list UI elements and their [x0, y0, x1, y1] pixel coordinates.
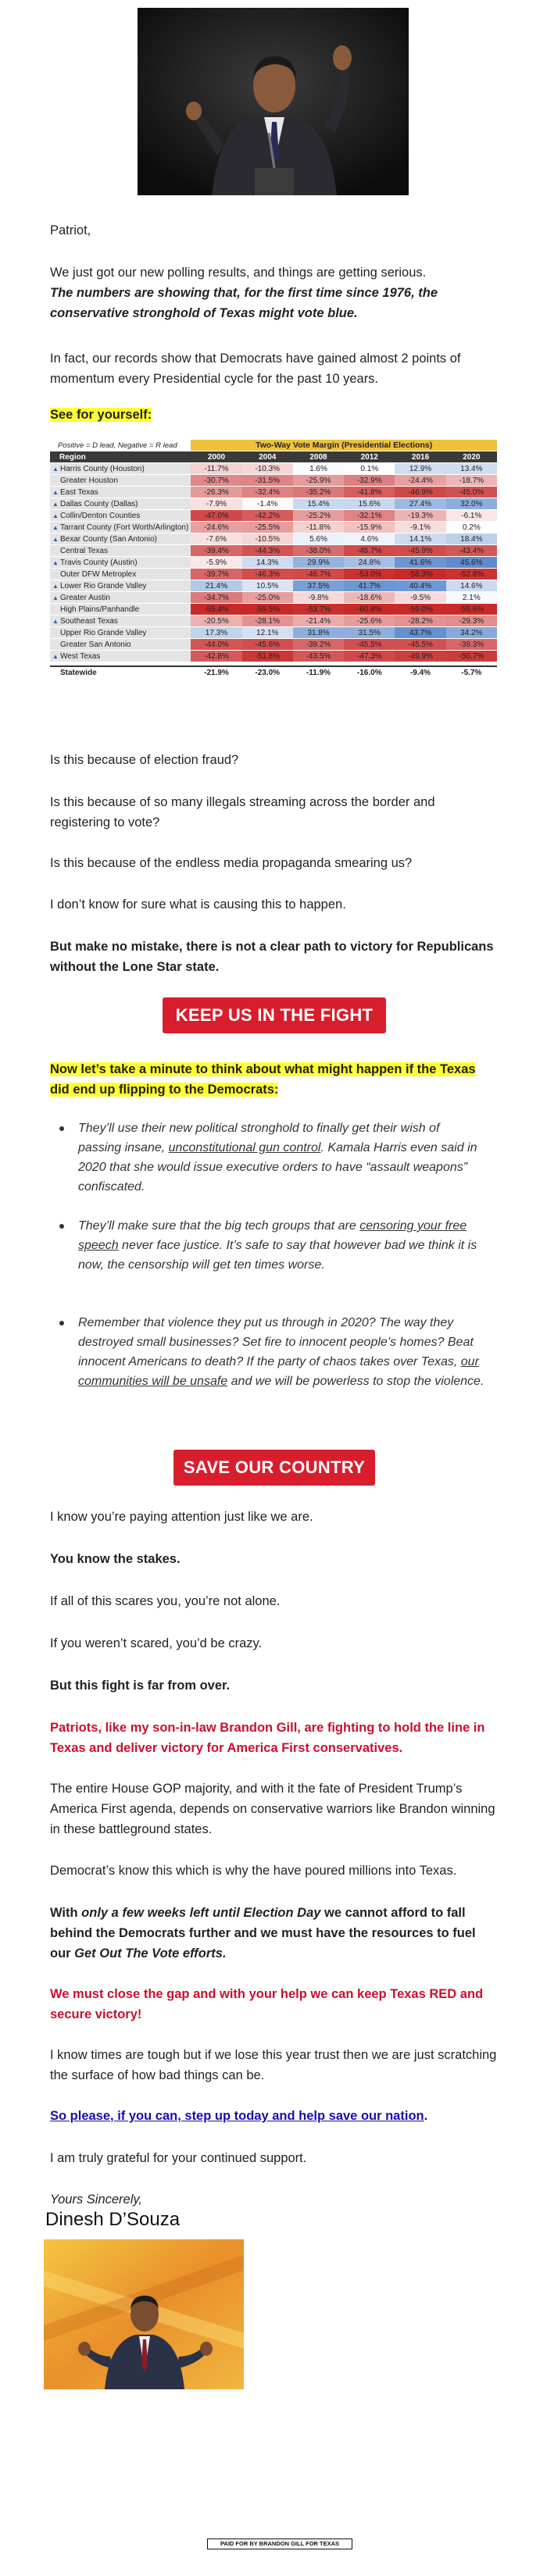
- bullet-gun-text: They’ll use their new political stronghold to finally get their wish of passing insane,: [78, 1122, 440, 1154]
- closing-stakes: You know the stakes.: [50, 1552, 181, 1566]
- region-cell: [50, 651, 191, 662]
- margin-cell: -59.0%: [395, 604, 445, 615]
- intro-emphasis: The numbers are showing that, for the first time since 1976, the conservative stronghold of Texas might vote blue.: [50, 286, 438, 320]
- column-header: 2020: [446, 451, 497, 463]
- margin-cell: -47.0%: [191, 510, 241, 522]
- margin-cell: -60.8%: [344, 604, 395, 615]
- region-label: Greater Houston: [60, 476, 118, 485]
- region-label: Outer DFW Metroplex: [60, 569, 137, 579]
- bullet-violence: [78, 1313, 484, 1391]
- margin-cell: 17.3%: [191, 627, 241, 639]
- column-header: 2004: [242, 451, 293, 463]
- region-label: Greater Austin: [60, 593, 110, 602]
- margin-cell: -46.7%: [293, 569, 344, 580]
- intro-paragraph: [50, 262, 497, 323]
- margin-cell: 37.5%: [293, 580, 344, 592]
- margin-cell: -9.5%: [395, 592, 445, 604]
- bullet-violence-text: Remember that violence they put us through in 2020? The way they destroyed small businesses? Set fire to innocent people’s homes? Beat innocent Americans to death? If the party of chaos takes over Texas,: [78, 1316, 474, 1368]
- paid-for-disclaimer: PAID FOR BY BRANDON GILL FOR TEXAS: [207, 2539, 352, 2549]
- legend-note: Positive = D lead, Negative = R lead: [50, 440, 191, 451]
- momentum-paragraph: In fact, our records show that Democrats have gained almost 2 points of momentum every Presidential cycle for the past 10 years.: [50, 351, 461, 386]
- region-cell: [50, 627, 191, 639]
- table-title: Two-Way Vote Margin (Presidential Elections): [191, 440, 497, 451]
- margin-cell: -5.7%: [446, 666, 497, 679]
- margin-cell: -38.0%: [293, 545, 344, 557]
- margin-cell: -25.2%: [293, 510, 344, 522]
- margin-cell: -20.5%: [191, 615, 241, 627]
- closing-attention: I know you’re paying attention just like we are.: [50, 1510, 313, 1524]
- margin-cell: 10.5%: [242, 580, 293, 592]
- margin-cell: 14.1%: [395, 533, 445, 545]
- margin-cell: -42.2%: [242, 510, 293, 522]
- region-label: East Texas: [60, 487, 98, 497]
- region-cell: [50, 666, 191, 679]
- column-header: 2016: [395, 451, 445, 463]
- polling-table: [50, 440, 497, 679]
- column-header: 2000: [191, 451, 241, 463]
- margin-cell: 41.7%: [344, 580, 395, 592]
- margin-cell: -6.1%: [446, 510, 497, 522]
- region-label: Statewide: [60, 668, 97, 677]
- margin-cell: -24.6%: [191, 522, 241, 533]
- closing-gop: The entire House GOP majority, and with it the fate of President Trump’s America First agenda, depends on conservative warriors like Brandon winning in these battleground states.: [50, 1782, 495, 1836]
- margin-cell: -59.5%: [242, 604, 293, 615]
- bullet-violence-text-end: and we will be powerless to stop the violence.: [227, 1375, 484, 1388]
- margin-cell: -47.3%: [344, 651, 395, 662]
- margin-cell: -49.9%: [395, 651, 445, 662]
- margin-cell: -45.5%: [344, 639, 395, 651]
- margin-cell: -15.9%: [344, 522, 395, 533]
- margin-cell: -26.3%: [191, 487, 241, 498]
- speaker-illustration: [138, 8, 409, 195]
- margin-cell: 31.5%: [344, 627, 395, 639]
- margin-cell: -21.4%: [293, 615, 344, 627]
- margin-cell: -50.7%: [446, 651, 497, 662]
- bullet-gun-control: [78, 1119, 484, 1197]
- margin-cell: 15.4%: [293, 498, 344, 510]
- closing-keep-red: We must close the gap and with your help we can keep Texas RED and secure victory!: [50, 1987, 484, 2021]
- margin-cell: -46.9%: [395, 487, 445, 498]
- margin-cell: 13.4%: [446, 463, 497, 475]
- margin-cell: -43.4%: [446, 545, 497, 557]
- region-cell: [50, 615, 191, 627]
- unsure-statement: I don’t know for sure what is causing this to happen.: [50, 897, 346, 912]
- region-cell: [50, 592, 191, 604]
- margin-cell: 15.6%: [344, 498, 395, 510]
- margin-cell: -39.2%: [293, 639, 344, 651]
- censorship-link[interactable]: censoring your free speech: [78, 1219, 467, 1252]
- margin-cell: 14.3%: [242, 557, 293, 569]
- table-row: [50, 580, 497, 592]
- margin-cell: -29.3%: [446, 615, 497, 627]
- margin-cell: -55.4%: [191, 604, 241, 615]
- margin-cell: -58.3%: [395, 569, 445, 580]
- trend-arrow-icon: ▲: [52, 594, 59, 601]
- keep-us-in-fight-button[interactable]: KEEP US IN THE FIGHT: [163, 997, 386, 1033]
- donate-period: .: [424, 2109, 428, 2123]
- margin-cell: -5.9%: [191, 557, 241, 569]
- margin-cell: -44.0%: [191, 639, 241, 651]
- bullet-gun-text-end: . Kamala Harris even said in 2020 that she would issue executive orders to have “assault weapons” confiscated.: [78, 1141, 477, 1193]
- donate-link[interactable]: So please, if you can, step up today and help save our nation: [50, 2109, 424, 2123]
- no-path-statement: But make no mistake, there is not a clear path to victory for Republicans without the Lone Star state.: [50, 940, 494, 974]
- region-label: Bexar County (San Antonio): [60, 534, 157, 544]
- margin-cell: -18.7%: [446, 475, 497, 487]
- table-row: [50, 666, 497, 679]
- margin-cell: -28.1%: [242, 615, 293, 627]
- trend-arrow-icon: ▲: [52, 535, 59, 543]
- margin-cell: -41.8%: [344, 487, 395, 498]
- margin-cell: -39.3%: [446, 639, 497, 651]
- table-row: [50, 592, 497, 604]
- margin-cell: 43.7%: [395, 627, 445, 639]
- margin-cell: 32.0%: [446, 498, 497, 510]
- region-cell: [50, 463, 191, 475]
- column-header: Region: [50, 451, 191, 463]
- table-row: [50, 615, 497, 627]
- greeting: Patriot,: [50, 223, 91, 237]
- margin-cell: 24.8%: [344, 557, 395, 569]
- margin-cell: -18.6%: [344, 592, 395, 604]
- region-label: Collin/Denton Counties: [60, 511, 141, 520]
- trend-arrow-icon: ▲: [52, 617, 59, 625]
- closing-millions: Democrat’s know this which is why the have poured millions into Texas.: [50, 1864, 457, 1878]
- region-label: High Plains/Panhandle: [60, 605, 140, 614]
- margin-cell: -55.6%: [446, 604, 497, 615]
- bullet-censorship: [78, 1216, 484, 1275]
- closing-times-tough: I know times are tough but if we lose this year trust then we are just scratching the surface of how bad things can be.: [50, 2048, 497, 2082]
- table-row: [50, 533, 497, 545]
- margin-cell: -19.3%: [395, 510, 445, 522]
- margin-cell: 34.2%: [446, 627, 497, 639]
- table-row: [50, 522, 497, 533]
- margin-cell: -44.3%: [242, 545, 293, 557]
- region-cell: [50, 604, 191, 615]
- margin-cell: -7.9%: [191, 498, 241, 510]
- gotv-italic: Get Out The Vote efforts.: [74, 1946, 227, 1961]
- margin-cell: -24.4%: [395, 475, 445, 487]
- margin-cell: -11.9%: [293, 666, 344, 679]
- region-cell: [50, 639, 191, 651]
- margin-cell: 18.4%: [446, 533, 497, 545]
- closing-crazy: If you weren’t scared, you’d be crazy.: [50, 1636, 263, 1650]
- region-label: Upper Rio Grande Valley: [60, 628, 147, 637]
- margin-cell: -25.5%: [242, 522, 293, 533]
- closing-weeks: [50, 1903, 497, 1964]
- margin-cell: -32.9%: [344, 475, 395, 487]
- margin-cell: -10.5%: [242, 533, 293, 545]
- region-cell: [50, 498, 191, 510]
- table-row: [50, 487, 497, 498]
- table-row: [50, 475, 497, 487]
- question-illegals: Is this because of so many illegals streaming across the border and registering to vote?: [50, 795, 435, 830]
- trend-arrow-icon: ▲: [52, 582, 59, 590]
- margin-cell: -23.0%: [242, 666, 293, 679]
- hero-photo: [138, 8, 409, 195]
- margin-cell: -11.8%: [293, 522, 344, 533]
- margin-cell: 12.9%: [395, 463, 445, 475]
- margin-cell: -35.2%: [293, 487, 344, 498]
- gun-control-link[interactable]: unconstitutional gun control: [168, 1141, 321, 1154]
- question-media: Is this because of the endless media propaganda smearing us?: [50, 856, 413, 870]
- weeks-italic: only a few weeks left until Election Day: [81, 1906, 321, 1920]
- margin-cell: -45.0%: [446, 487, 497, 498]
- author-photo: [44, 2239, 244, 2389]
- trend-arrow-icon: ▲: [52, 558, 59, 566]
- margin-cell: -52.8%: [446, 569, 497, 580]
- weeks-text-b: we cannot afford to fall behind the Democrats further and we must have the resources to fuel our: [50, 1906, 476, 1961]
- margin-cell: 4.6%: [344, 533, 395, 545]
- region-cell: [50, 569, 191, 580]
- margin-cell: -1.4%: [242, 498, 293, 510]
- margin-cell: 12.1%: [242, 627, 293, 639]
- region-cell: [50, 510, 191, 522]
- margin-cell: -53.7%: [293, 604, 344, 615]
- margin-cell: -45.9%: [395, 545, 445, 557]
- table-row: [50, 639, 497, 651]
- margin-cell: -32.4%: [242, 487, 293, 498]
- table-row: [50, 545, 497, 557]
- column-header: 2012: [344, 451, 395, 463]
- margin-cell: -39.4%: [191, 545, 241, 557]
- margin-cell: 45.6%: [446, 557, 497, 569]
- margin-cell: 0.2%: [446, 522, 497, 533]
- table-row: [50, 557, 497, 569]
- table-row: [50, 627, 497, 639]
- region-label: Travis County (Austin): [60, 558, 138, 567]
- region-cell: [50, 487, 191, 498]
- region-cell: [50, 522, 191, 533]
- margin-cell: -46.7%: [344, 545, 395, 557]
- trend-arrow-icon: ▲: [52, 488, 59, 496]
- trend-arrow-icon: ▲: [52, 652, 59, 660]
- trend-arrow-icon: ▲: [52, 512, 59, 519]
- column-header: 2008: [293, 451, 344, 463]
- closing-grateful: I am truly grateful for your continued support.: [50, 2151, 307, 2165]
- trend-arrow-icon: ▲: [52, 465, 59, 473]
- margin-cell: -9.1%: [395, 522, 445, 533]
- weeks-text-a: With: [50, 1906, 82, 1920]
- table-row: [50, 498, 497, 510]
- margin-cell: 1.6%: [293, 463, 344, 475]
- table-row: [50, 651, 497, 662]
- margin-cell: -25.9%: [293, 475, 344, 487]
- table-row: [50, 510, 497, 522]
- region-label: Harris County (Houston): [60, 464, 145, 473]
- region-cell: [50, 580, 191, 592]
- closing-scared: If all of this scares you, you’re not alone.: [50, 1594, 281, 1608]
- margin-cell: 27.4%: [395, 498, 445, 510]
- margin-cell: -34.7%: [191, 592, 241, 604]
- closing-fight: But this fight is far from over.: [50, 1679, 231, 1693]
- margin-cell: 14.6%: [446, 580, 497, 592]
- region-label: Greater San Antonio: [60, 640, 131, 649]
- margin-cell: -45.5%: [395, 639, 445, 651]
- region-label: West Texas: [60, 651, 101, 661]
- sign-off: Yours Sincerely,: [50, 2192, 142, 2207]
- margin-cell: 31.8%: [293, 627, 344, 639]
- margin-cell: -21.9%: [191, 666, 241, 679]
- see-for-yourself: See for yourself:: [50, 408, 152, 422]
- signature: Dinesh D’Souza: [45, 2209, 181, 2230]
- margin-cell: -31.5%: [242, 475, 293, 487]
- margin-cell: 41.6%: [395, 557, 445, 569]
- margin-cell: -11.7%: [191, 463, 241, 475]
- margin-cell: -53.0%: [344, 569, 395, 580]
- region-label: Dallas County (Dallas): [60, 499, 138, 508]
- margin-cell: -51.8%: [242, 651, 293, 662]
- margin-cell: 40.4%: [395, 580, 445, 592]
- margin-cell: -10.3%: [242, 463, 293, 475]
- margin-cell: 21.4%: [191, 580, 241, 592]
- margin-cell: -28.2%: [395, 615, 445, 627]
- flip-heading: Now let’s take a minute to think about what might happen if the Texas did end up flipping to the Democrats:: [50, 1062, 476, 1097]
- margin-cell: -30.7%: [191, 475, 241, 487]
- margin-cell: -43.5%: [293, 651, 344, 662]
- bullet-censor-text: They’ll make sure that the big tech groups that are: [78, 1219, 360, 1233]
- margin-cell: 2.1%: [446, 592, 497, 604]
- margin-cell: -25.0%: [242, 592, 293, 604]
- margin-cell: -7.6%: [191, 533, 241, 545]
- margin-cell: 0.1%: [344, 463, 395, 475]
- margin-cell: -42.8%: [191, 651, 241, 662]
- region-label: Central Texas: [60, 546, 108, 555]
- margin-cell: 5.6%: [293, 533, 344, 545]
- margin-cell: -45.6%: [242, 639, 293, 651]
- trend-arrow-icon: ▲: [52, 500, 59, 508]
- save-our-country-button[interactable]: SAVE OUR COUNTRY: [173, 1450, 375, 1486]
- margin-cell: -39.7%: [191, 569, 241, 580]
- margin-cell: -32.1%: [344, 510, 395, 522]
- table-row: [50, 569, 497, 580]
- margin-cell: -16.0%: [344, 666, 395, 679]
- table-row: [50, 604, 497, 615]
- bullet-censor-text-end: never face justice. It’s safe to say that however bad we think it is now, the censorship will get ten times worse.: [78, 1239, 477, 1272]
- region-cell: [50, 475, 191, 487]
- unsafe-link[interactable]: our communities will be unsafe: [78, 1355, 479, 1388]
- region-label: Lower Rio Grande Valley: [60, 581, 147, 590]
- closing-brandon: Patriots, like my son-in-law Brandon Gill, are fighting to hold the line in Texas and deliver victory for America First conservatives.: [50, 1721, 485, 1755]
- region-cell: [50, 545, 191, 557]
- trend-arrow-icon: ▲: [52, 523, 59, 531]
- region-cell: [50, 557, 191, 569]
- intro-text: We just got our new polling results, and things are getting serious.: [50, 266, 427, 280]
- table-row: [50, 463, 497, 475]
- margin-cell: 29.9%: [293, 557, 344, 569]
- region-cell: [50, 533, 191, 545]
- region-label: Southeast Texas: [60, 616, 118, 626]
- author-illustration: [44, 2239, 244, 2389]
- margin-cell: -9.8%: [293, 592, 344, 604]
- margin-cell: -9.4%: [395, 666, 445, 679]
- margin-cell: -25.6%: [344, 615, 395, 627]
- question-fraud: Is this because of election fraud?: [50, 753, 239, 767]
- region-label: Tarrant County (Fort Worth/Arlington): [60, 523, 189, 532]
- margin-cell: -46.3%: [242, 569, 293, 580]
